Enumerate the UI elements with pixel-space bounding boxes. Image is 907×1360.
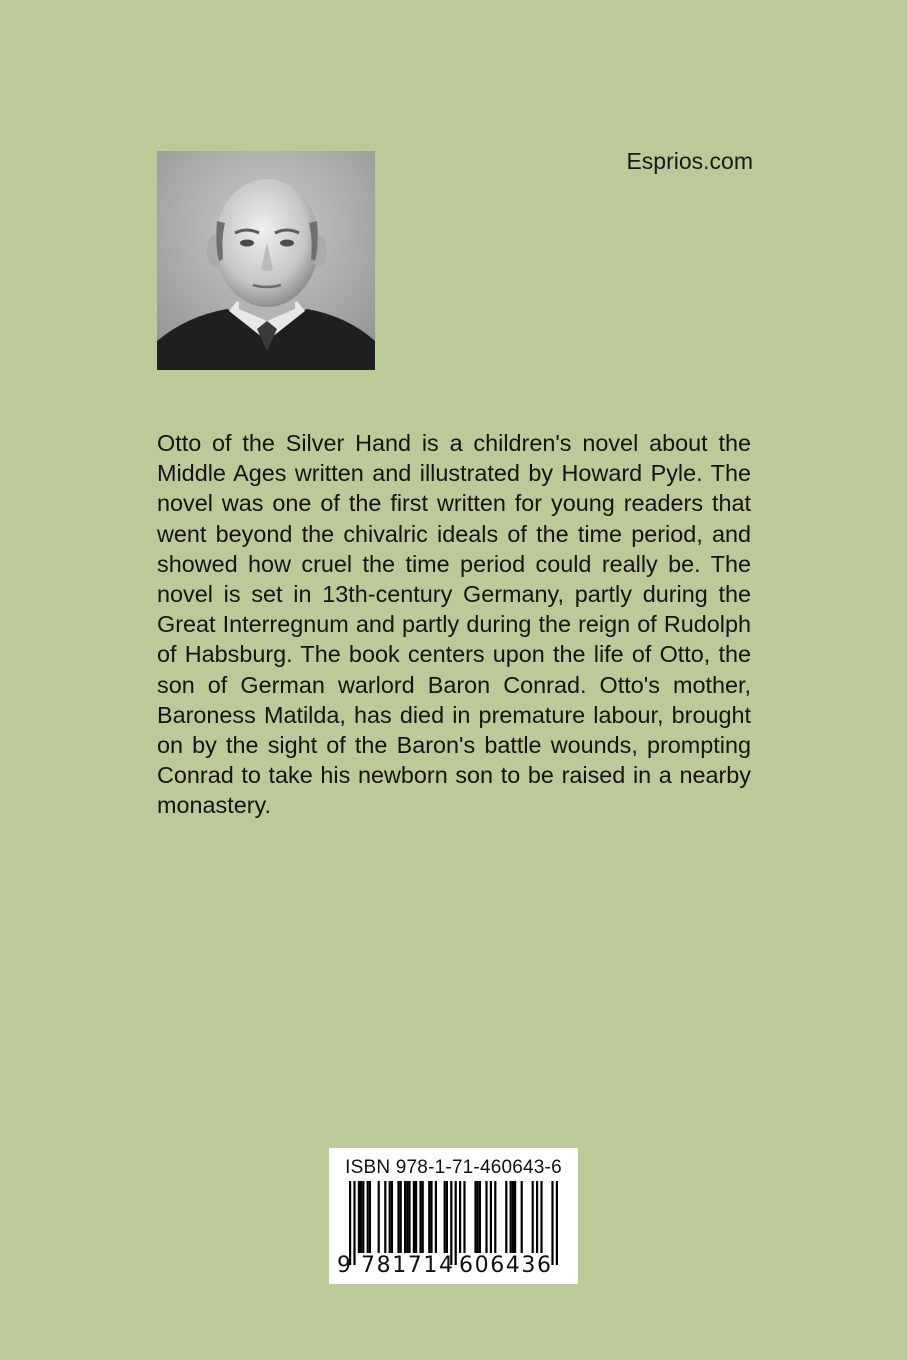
barcode-bar xyxy=(358,1181,360,1253)
barcode-bar xyxy=(360,1181,362,1253)
barcode-bar xyxy=(485,1181,487,1253)
barcode-bar xyxy=(540,1181,542,1253)
barcode-bar xyxy=(510,1181,512,1253)
barcode-digit-group-2: 606436 xyxy=(459,1253,553,1278)
barcode-bar xyxy=(384,1181,386,1253)
isbn-barcode xyxy=(329,1148,578,1284)
barcode-bar xyxy=(459,1181,461,1253)
barcode-bar xyxy=(397,1181,399,1253)
barcode-bar xyxy=(362,1181,364,1253)
barcode-bar xyxy=(378,1181,380,1253)
barcode-bar xyxy=(389,1181,391,1253)
barcode-bar xyxy=(400,1181,402,1253)
barcode-guard-bar xyxy=(353,1181,355,1265)
publisher-name: Esprios.com xyxy=(626,148,753,174)
barcode-bar xyxy=(428,1181,430,1253)
barcode-bar xyxy=(404,1181,406,1253)
barcode-bar xyxy=(391,1181,393,1253)
barcode-bar xyxy=(369,1181,371,1253)
barcode-digit-group-1: 781714 xyxy=(361,1253,455,1278)
barcode-guard-bar xyxy=(556,1181,558,1265)
barcode-lead-digit: 9 xyxy=(337,1253,351,1278)
barcode-bar xyxy=(479,1181,481,1253)
barcode-bar xyxy=(494,1181,496,1253)
barcode-bar xyxy=(408,1181,410,1253)
barcode-bar xyxy=(444,1181,446,1253)
barcode-bar xyxy=(477,1181,479,1253)
barcode-bar xyxy=(463,1181,465,1253)
portrait-image xyxy=(157,151,375,370)
barcode-bar xyxy=(413,1181,415,1253)
barcode-bar xyxy=(512,1181,514,1253)
barcode-bar xyxy=(422,1181,424,1253)
barcode-bar xyxy=(521,1181,523,1253)
author-portrait xyxy=(157,151,375,370)
book-description: Otto of the Silver Hand is a children's novel about the Middle Ages written and illustrated by Howard Pyle. The novel was one of the first written for young readers that went beyond the chivalric ideals of the time period, and showed how cruel the time period could really be. The novel is set in 13th-century Germany, partly during the Great Interregnum and partly during the reign of Rudolph of Habsburg. The book centers upon the life of Otto, the son of German warlord Baron Conrad. Otto's mother, Baroness Matilda, has died in premature labour, brought on by the sight of the Baron's battle wounds, prompting Conrad to take his newborn son to be raised in a nearby monastery. xyxy=(157,430,751,819)
barcode-bar xyxy=(490,1181,492,1253)
barcode-bar xyxy=(430,1181,432,1253)
barcode-bar xyxy=(367,1181,369,1253)
barcode-bar xyxy=(536,1181,538,1253)
barcode-bar xyxy=(406,1181,408,1253)
barcode-bar xyxy=(415,1181,417,1253)
barcode-bar xyxy=(419,1181,421,1253)
barcode-bar xyxy=(435,1181,437,1253)
isbn-label: ISBN 978-1-71-460643-6 xyxy=(345,1157,562,1178)
barcode-bar xyxy=(474,1181,476,1253)
barcode-bar xyxy=(505,1181,507,1253)
barcode-bar xyxy=(514,1181,516,1253)
barcode-guard-bar xyxy=(455,1181,457,1265)
barcode-bar xyxy=(446,1181,448,1253)
barcode-bar xyxy=(532,1181,534,1253)
